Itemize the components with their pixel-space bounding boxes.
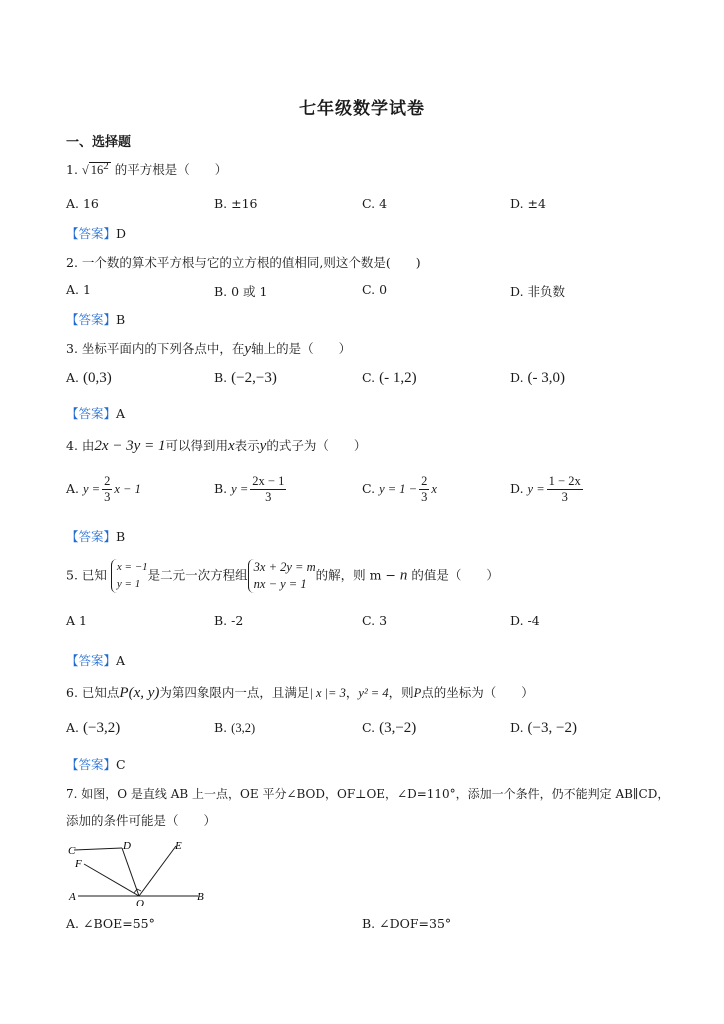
q5-sys2-line2: nx − y = 1 [253, 577, 307, 591]
q6-var-p: P [413, 686, 422, 700]
q6-cond2: y² = 4 [358, 686, 389, 700]
question-1 [66, 160, 227, 178]
q5-option-a: A 1 [66, 613, 87, 628]
q5-var-n: n [399, 567, 408, 584]
q4-a-label: A. [66, 481, 80, 496]
q2-option-b: B. 0 或 1 [214, 284, 268, 299]
question-7-line2: 添加的条件可能是（ ） [66, 813, 217, 828]
q6-b-label: B. [214, 720, 228, 735]
q3-b-label: B. [214, 370, 228, 385]
q4-text-a: 4. 由 [66, 438, 95, 453]
q4-c-label: C. [362, 481, 376, 496]
q2-option-d: D. 非负数 [510, 284, 566, 299]
q3-d-value: (- 3,0) [527, 370, 566, 386]
q4-a-fraction [102, 474, 112, 505]
q7-geometry-figure [66, 836, 216, 906]
answer-tag: 【答案】 [66, 653, 117, 668]
q5-option-c: C. 3 [362, 613, 388, 628]
answer-tag: 【答案】 [66, 312, 117, 327]
q4-text-b: 可以得到用 [165, 438, 228, 453]
q4-c-fraction [419, 474, 429, 505]
q3-d-label: D. [510, 370, 524, 385]
q3-option-a [66, 370, 112, 387]
line-do [122, 848, 139, 896]
q4-option-c [362, 474, 437, 505]
q2-option-a: A. 1 [66, 282, 91, 297]
q4-b-num: 2x − 1 [252, 474, 285, 488]
q4-a-num: 2 [104, 474, 111, 488]
q6-c-value: (3,−2) [379, 720, 417, 736]
q3-answer [66, 404, 125, 422]
q5-text-a: 5. 已知 [66, 567, 107, 583]
q4-c-den: 3 [421, 490, 428, 504]
line-cd [74, 848, 122, 850]
q5-sys1-line2: y = 1 [116, 578, 141, 590]
q5-equation-system [248, 559, 316, 593]
q6-d-value: (−3, −2) [527, 720, 577, 736]
answer-tag: 【答案】 [66, 226, 117, 241]
q4-option-b [214, 474, 288, 505]
q6-text-c: ，则 [388, 685, 414, 700]
q2-option-c: C. 0 [362, 282, 388, 297]
q4-a-post: x − 1 [114, 482, 141, 496]
q4-b-label: B. [214, 481, 228, 496]
q5-sys1-line1: x = −1 [116, 561, 148, 573]
q5-solution-system [111, 559, 148, 593]
q2-answer-value: B [116, 312, 126, 327]
label-a: A [69, 891, 76, 903]
question-6 [66, 683, 534, 702]
label-d: D [123, 840, 131, 852]
q1-option-d: D. ±4 [510, 196, 546, 211]
q1-sqrt-expression: √ $16^2$ [81, 160, 109, 178]
section-heading: 一、选择题 [66, 135, 132, 150]
q5-answer-value: A [116, 653, 126, 668]
q3-c-value: (- 1,2) [379, 370, 417, 386]
q4-b-fraction [250, 474, 286, 505]
q3-answer-value: A [116, 406, 126, 421]
q4-d-den: 3 [561, 490, 568, 504]
q4-b-pre: y = [231, 482, 249, 496]
q6-a-value: (−3,2) [83, 720, 121, 736]
q4-answer-value: B [116, 529, 126, 544]
label-o: O [136, 898, 144, 906]
q4-c-num: 2 [421, 474, 428, 488]
q1-number: 1. [66, 162, 78, 178]
q6-option-d [510, 720, 577, 737]
q5-sys2-line1: 3x + 2y = m [253, 560, 316, 574]
q3-a-label: A. [66, 370, 80, 385]
label-e: E [175, 840, 182, 852]
q2-answer [66, 310, 125, 328]
q6-c-label: C. [362, 720, 376, 735]
q6-cond1: | x |= 3 [309, 686, 346, 700]
q4-text-c: 表示 [234, 438, 260, 453]
q6-option-a [66, 720, 120, 737]
q5-text-d: 的值是（ ） [407, 567, 499, 583]
q4-var-x: x [227, 438, 235, 454]
q6-text-b: 为第四象限内一点，且满足 [159, 685, 310, 700]
q6-d-label: D. [510, 720, 524, 735]
question-4 [66, 436, 366, 455]
q1-text: 的平方根是（ ） [114, 162, 228, 178]
q4-option-d [510, 474, 585, 505]
q6-a-label: A. [66, 720, 80, 735]
q4-a-pre: y = [83, 482, 101, 496]
q5-option-b: B. -2 [214, 613, 244, 628]
q7-option-b: B. ∠DOF=35° [362, 916, 452, 931]
label-c: C [68, 845, 76, 857]
q4-c-pre: y = 1 − [379, 482, 418, 496]
q3-b-value: (−2,−3) [231, 370, 277, 386]
line-of [84, 864, 139, 896]
q5-option-d: D. -4 [510, 613, 540, 628]
q5-text-c: 的解，则 m − [315, 567, 400, 583]
q3-option-b [214, 370, 277, 387]
q4-d-label: D. [510, 481, 524, 496]
q6-text-d: 点的坐标为（ ） [421, 685, 534, 700]
page-title: 七年级数学试卷 [299, 99, 425, 119]
q3-text-a: 3. 坐标平面内的下列各点中，在 [66, 341, 245, 356]
q3-var: y [244, 341, 252, 357]
q6-point: P(x, y) [119, 685, 160, 701]
q1-answer-value: D [116, 226, 127, 241]
q1-radicand: 16 [90, 163, 104, 178]
q6-answer [66, 755, 126, 773]
q4-d-pre: y = [527, 482, 545, 496]
answer-tag: 【答案】 [66, 757, 117, 772]
q1-exponent: 2 [103, 160, 109, 172]
q4-b-den: 3 [265, 490, 272, 504]
q7-option-a: A. ∠BOE=55° [66, 916, 155, 931]
q3-c-label: C. [362, 370, 376, 385]
question-7-line1: 7. 如图，O 是直线 AB 上一点，OE 平分∠BOD，OF⊥OE，∠D=110°，添加一个条件，仍不能判定 AB∥CD， [66, 787, 670, 801]
q6-b-value: (3,2) [231, 721, 256, 735]
q4-option-a [66, 474, 141, 505]
q3-a-value: (0,3) [83, 370, 112, 386]
q4-a-den: 3 [104, 490, 111, 504]
q6-answer-value: C [116, 757, 126, 772]
q1-option-c: C. 4 [362, 196, 388, 211]
q4-equation: 2x − 3y = 1 [94, 438, 166, 454]
q4-c-post: x [431, 482, 437, 496]
q3-text-b: 轴上的是（ ） [251, 341, 352, 356]
question-2: 2. 一个数的算术平方根与它的立方根的值相同,则这个数是( ) [66, 255, 421, 270]
q6-option-b [214, 720, 255, 736]
q3-option-c [362, 370, 417, 387]
q4-var-y: y [259, 438, 267, 454]
answer-tag: 【答案】 [66, 406, 117, 421]
label-b: B [197, 891, 204, 903]
q1-answer [66, 224, 126, 242]
line-oe [139, 846, 176, 896]
q4-d-num: 1 − 2x [548, 474, 581, 488]
q6-text-a: 6. 已知点 [66, 685, 120, 700]
q4-text-d: 的式子为（ ） [266, 438, 367, 453]
q6-sep: ， [345, 685, 359, 700]
q4-answer [66, 527, 125, 545]
label-f: F [75, 858, 82, 870]
q5-text-b: 是二元一次方程组 [147, 567, 248, 583]
question-5 [66, 559, 499, 593]
q1-option-a: A. 16 [66, 196, 99, 211]
q4-d-fraction [547, 474, 583, 505]
q3-option-d [510, 370, 565, 387]
answer-tag: 【答案】 [66, 529, 117, 544]
q6-option-c [362, 720, 416, 737]
q1-option-b: B. ±16 [214, 196, 258, 211]
question-3 [66, 339, 351, 358]
q5-answer [66, 651, 125, 669]
